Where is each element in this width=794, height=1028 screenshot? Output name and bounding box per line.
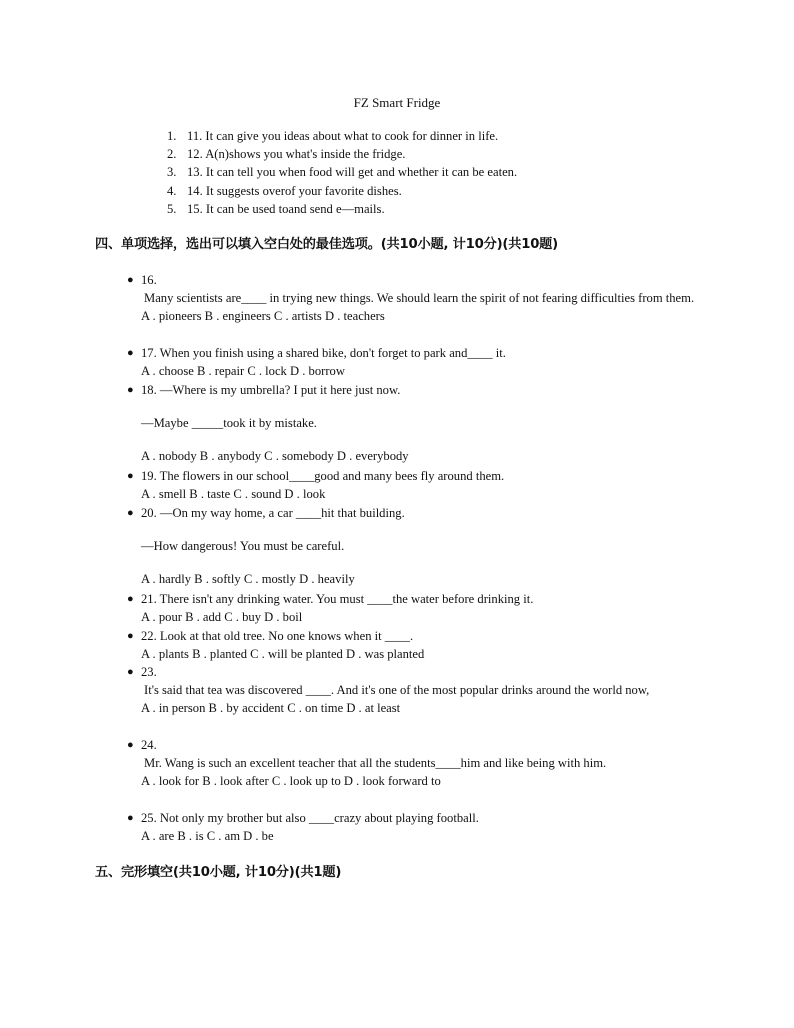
spacer [127, 522, 707, 537]
question-number: 24. [141, 738, 157, 752]
ordered-list [167, 127, 517, 218]
bullet-icon: ● [127, 347, 134, 359]
list-item [167, 127, 517, 145]
question-options: A . pour B . add C . buy D . boil [141, 610, 303, 625]
question-25 [127, 809, 707, 845]
list-text: 15. It can be used toand send e—mails. [187, 201, 385, 216]
question-dialogue: —Maybe _____took it by mistake. [141, 416, 317, 431]
question-text: Mr. Wang is such an excellent teacher that all the students____him and like being with him. [144, 756, 607, 771]
question-text: 20. —On my way home, a car ____hit that building. [141, 506, 405, 520]
question-text: 25. Not only my brother but also ____crazy about playing football. [141, 811, 479, 825]
bullet-icon: ● [127, 470, 134, 482]
list-text: 14. It suggests overof your favorite dishes. [187, 183, 402, 198]
question-options: A . smell B . taste C . sound D . look [141, 487, 326, 502]
question-options: A . look for B . look after C . look up to D . look forward to [141, 774, 441, 789]
question-options: A . plants B . planted C . will be planted D . was planted [141, 647, 425, 662]
bullet-icon: ● [127, 630, 134, 642]
question-text: 19. The flowers in our school____good and many bees fly around them. [141, 469, 505, 483]
question-text: Many scientists are____ in trying new things. We should learn the spirit of not fearing difficulties from them. [144, 291, 695, 306]
bullet-icon: ● [127, 274, 134, 286]
question-number: 23. [141, 665, 157, 679]
list-number: 2. [167, 147, 177, 162]
question-17 [127, 344, 707, 380]
question-options: A . nobody B . anybody C . somebody D . everybody [141, 449, 409, 464]
question-18 [127, 381, 707, 466]
question-text: It's said that tea was discovered ____. And it's one of the most popular drinks around the world now, [144, 683, 650, 698]
section-heading: 五、完形填空(共10小题, 计10分)(共1题) [95, 865, 342, 880]
bullet-icon: ● [127, 812, 134, 824]
question-options: A . in person B . by accident C . on time D . at least [141, 701, 401, 716]
bullet-icon: ● [127, 666, 134, 678]
question-text: 21. There isn't any drinking water. You must ____the water before drinking it. [141, 592, 534, 606]
section-heading: 四、单项选择，选出可以填入空白处的最佳选项。(共10小题, 计10分)(共10题) [95, 237, 558, 252]
list-text: 12. A(n)shows you what's inside the fridge. [187, 147, 406, 162]
page-title: FZ Smart Fridge [353, 95, 441, 110]
question-number: 16. [141, 273, 157, 287]
question-23 [127, 663, 707, 718]
question-dialogue: —How dangerous! You must be careful. [141, 539, 345, 554]
question-options: A . are B . is C . am D . be [141, 829, 274, 844]
question-21 [127, 590, 707, 626]
list-item [167, 200, 517, 218]
question-text: 17. When you finish using a shared bike, don't forget to park and____ it. [141, 346, 506, 360]
spacer [127, 399, 707, 414]
list-number: 1. [167, 129, 177, 143]
question-20 [127, 504, 707, 589]
bullet-icon: ● [127, 739, 134, 751]
list-text: 13. It can tell you when food will get and whether it can be eaten. [187, 165, 518, 180]
spacer [127, 432, 707, 447]
list-number: 4. [167, 183, 177, 198]
list-item [167, 182, 517, 200]
question-24 [127, 736, 707, 791]
list-item [167, 145, 517, 163]
list-item [167, 163, 517, 181]
list-number: 3. [167, 165, 177, 180]
question-16 [127, 271, 707, 326]
question-text: 18. —Where is my umbrella? I put it here just now. [141, 383, 401, 397]
spacer [127, 555, 707, 570]
question-options: A . choose B . repair C . lock D . borrow [141, 364, 345, 379]
bullet-icon: ● [127, 593, 134, 605]
list-text: 11. It can give you ideas about what to cook for dinner in life. [187, 129, 499, 143]
question-options: A . hardly B . softly C . mostly D . heavily [141, 572, 355, 587]
question-19 [127, 467, 707, 503]
question-22 [127, 627, 707, 663]
bullet-icon: ● [127, 507, 134, 519]
bullet-icon: ● [127, 384, 134, 396]
list-number: 5. [167, 201, 177, 216]
question-text: 22. Look at that old tree. No one knows when it ____. [141, 629, 414, 643]
question-options: A . pioneers B . engineers C . artists D . teachers [141, 309, 385, 324]
